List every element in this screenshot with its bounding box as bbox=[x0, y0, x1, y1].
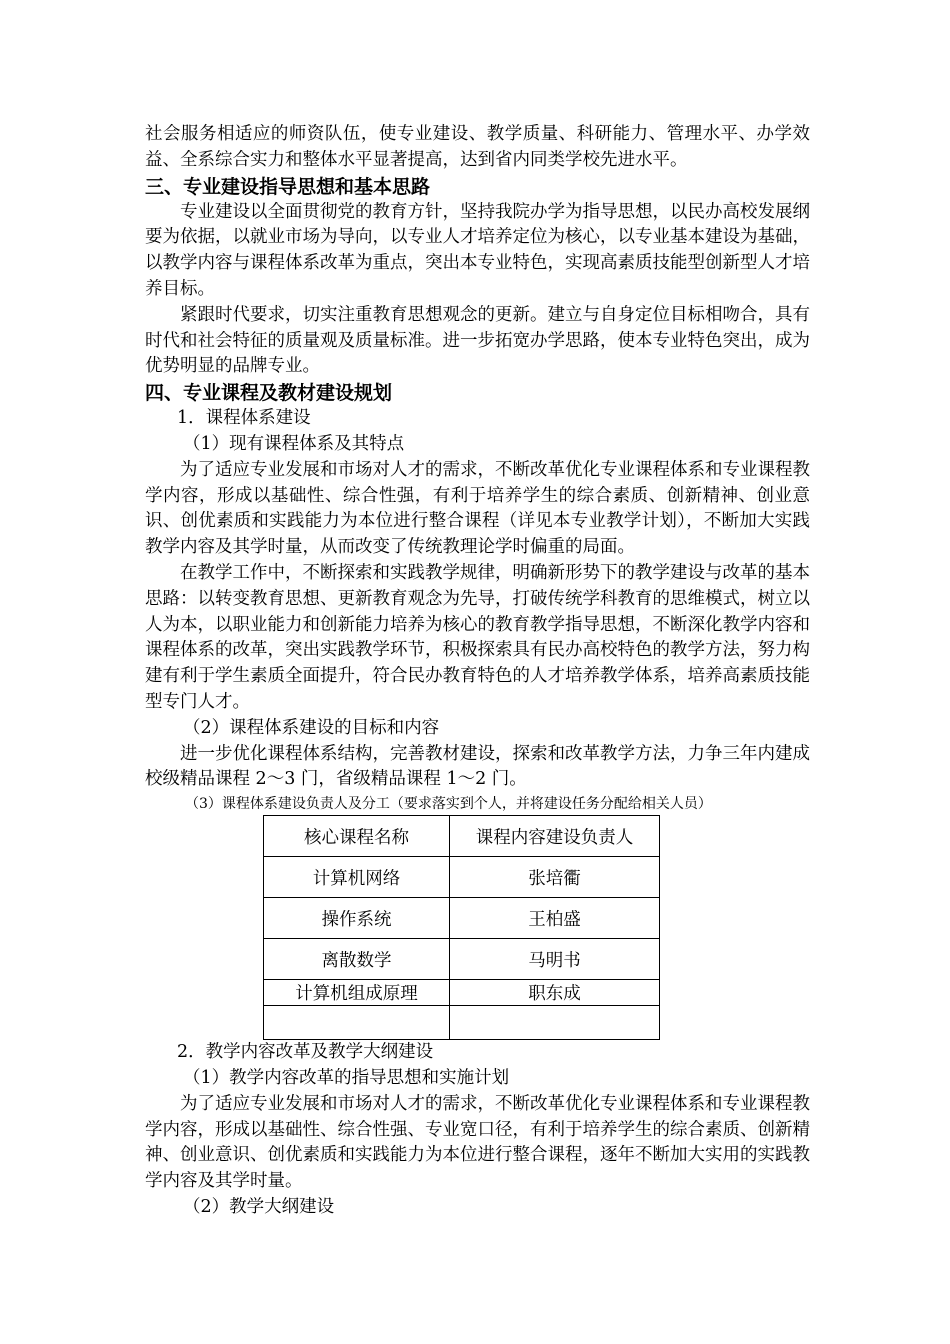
item-1-heading: 1．课程体系建设 bbox=[177, 408, 311, 429]
table-cell-owner: 张培衢 bbox=[450, 857, 660, 898]
table-cell-owner: 职东成 bbox=[450, 980, 660, 1006]
table-header-cell: 核心课程名称 bbox=[264, 816, 450, 857]
section-3-heading: 三、专业建设指导思想和基本思路 bbox=[145, 175, 431, 198]
section-3-paragraph-1: 专业建设以全面贯彻党的教育方针，坚持我院办学为指导思想，以民办高校发展纲要为依据，以就业市场为导向，以专业人才培养定位为核心，以专业基本建设为基础，以教学内容与课程体系改革为重点，突出本专业特色，实现高素质技能型创新型人才培养目标。 bbox=[145, 201, 810, 299]
table-row-empty bbox=[264, 1006, 660, 1040]
item-2-1-paragraph: 为了适应专业发展和市场对人才的需求，不断改革优化专业课程体系和专业课程教学内容，形成以基础性、综合性强、专业宽口径，有利于培养学生的综合素质、创新精神、创业意识、创优素质和实践能力为本位进行整合课程，逐年不断加大实用的实践教学内容及其学时量。 bbox=[145, 1093, 810, 1192]
item-2-heading: 2．教学内容改革及教学大纲建设 bbox=[177, 1042, 434, 1063]
table-row bbox=[264, 939, 660, 980]
paragraph-continued: 社会服务相适应的师资队伍，使专业建设、教学质量、科研能力、管理水平、办学效益、全系综合实力和整体水平显著提高，达到省内同类学校先进水平。 bbox=[145, 124, 810, 170]
document-body bbox=[145, 122, 810, 1221]
item-2-1-heading: （1）教学内容改革的指导思想和实施计划 bbox=[183, 1067, 510, 1088]
table-cell-course: 计算机网络 bbox=[264, 857, 450, 898]
item-1-2-heading: （2）课程体系建设的目标和内容 bbox=[183, 717, 440, 738]
section-4-heading: 四、专业课程及教材建设规划 bbox=[145, 382, 393, 405]
table-cell-course: 计算机组成原理 bbox=[264, 980, 450, 1006]
item-1-2-paragraph: 进一步优化课程体系结构，完善教材建设，探索和改革教学方法，力争三年内建成校级精品课程 2～3 门，省级精品课程 1～2 门。 bbox=[145, 743, 810, 790]
table-cell-owner bbox=[450, 1006, 660, 1040]
table-cell-course: 操作系统 bbox=[264, 898, 450, 939]
table-caption: （3）课程体系建设负责人及分工（要求落实到个人，并将建设任务分配给相关人员） bbox=[185, 796, 712, 813]
item-1-1-paragraph: 为了适应专业发展和市场对人才的需求，不断改革优化专业课程体系和专业课程教学内容，形成以基础性、综合性强，有利于培养学生的综合素质、创新精神、创业意识、创优素质和实践能力为本位进行整合课程（详见本专业教学计划），不断加大实践教学内容及其学时量，从而改变了传统教理论学时偏重的局面。 bbox=[145, 459, 810, 558]
table-header-cell: 课程内容建设负责人 bbox=[450, 816, 660, 857]
table-cell-owner: 马明书 bbox=[450, 939, 660, 980]
table-row bbox=[264, 857, 660, 898]
item-1-1-paragraph-2: 在教学工作中，不断探索和实践教学规律，明确新形势下的教学建设与改革的基本思路：以转变教育思想、更新教育观念为先导，打破传统学科教育的思维模式，树立以人为本，以职业能力和创新能力培养为核心的教育教学指导思想，不断深化教学内容和课程体系的改革，突出实践教学环节，积极探索具有民办高校特色的教学方法，努力构建有利于学生素质全面提升，符合民办教育特色的人才培养教学体系，培养高素质技能型专门人才。 bbox=[145, 562, 810, 712]
item-1-1-heading: （1）现有课程体系及其特点 bbox=[183, 433, 405, 454]
table-cell-owner: 王柏盛 bbox=[450, 898, 660, 939]
table-cell-course: 离散数学 bbox=[264, 939, 450, 980]
course-staff-table bbox=[263, 815, 660, 1040]
table-row bbox=[264, 980, 660, 1006]
table-cell-course bbox=[264, 1006, 450, 1040]
table-row bbox=[264, 898, 660, 939]
section-3-paragraph-2: 紧跟时代要求，切实注重教育思想观念的更新。建立与自身定位目标相吻合，具有时代和社会特征的质量观及质量标准。进一步拓宽办学思路，使本专业特色突出，成为优势明显的品牌专业。 bbox=[145, 304, 810, 377]
table-header-row bbox=[264, 816, 660, 857]
item-2-2-heading: （2）教学大纲建设 bbox=[183, 1196, 335, 1217]
